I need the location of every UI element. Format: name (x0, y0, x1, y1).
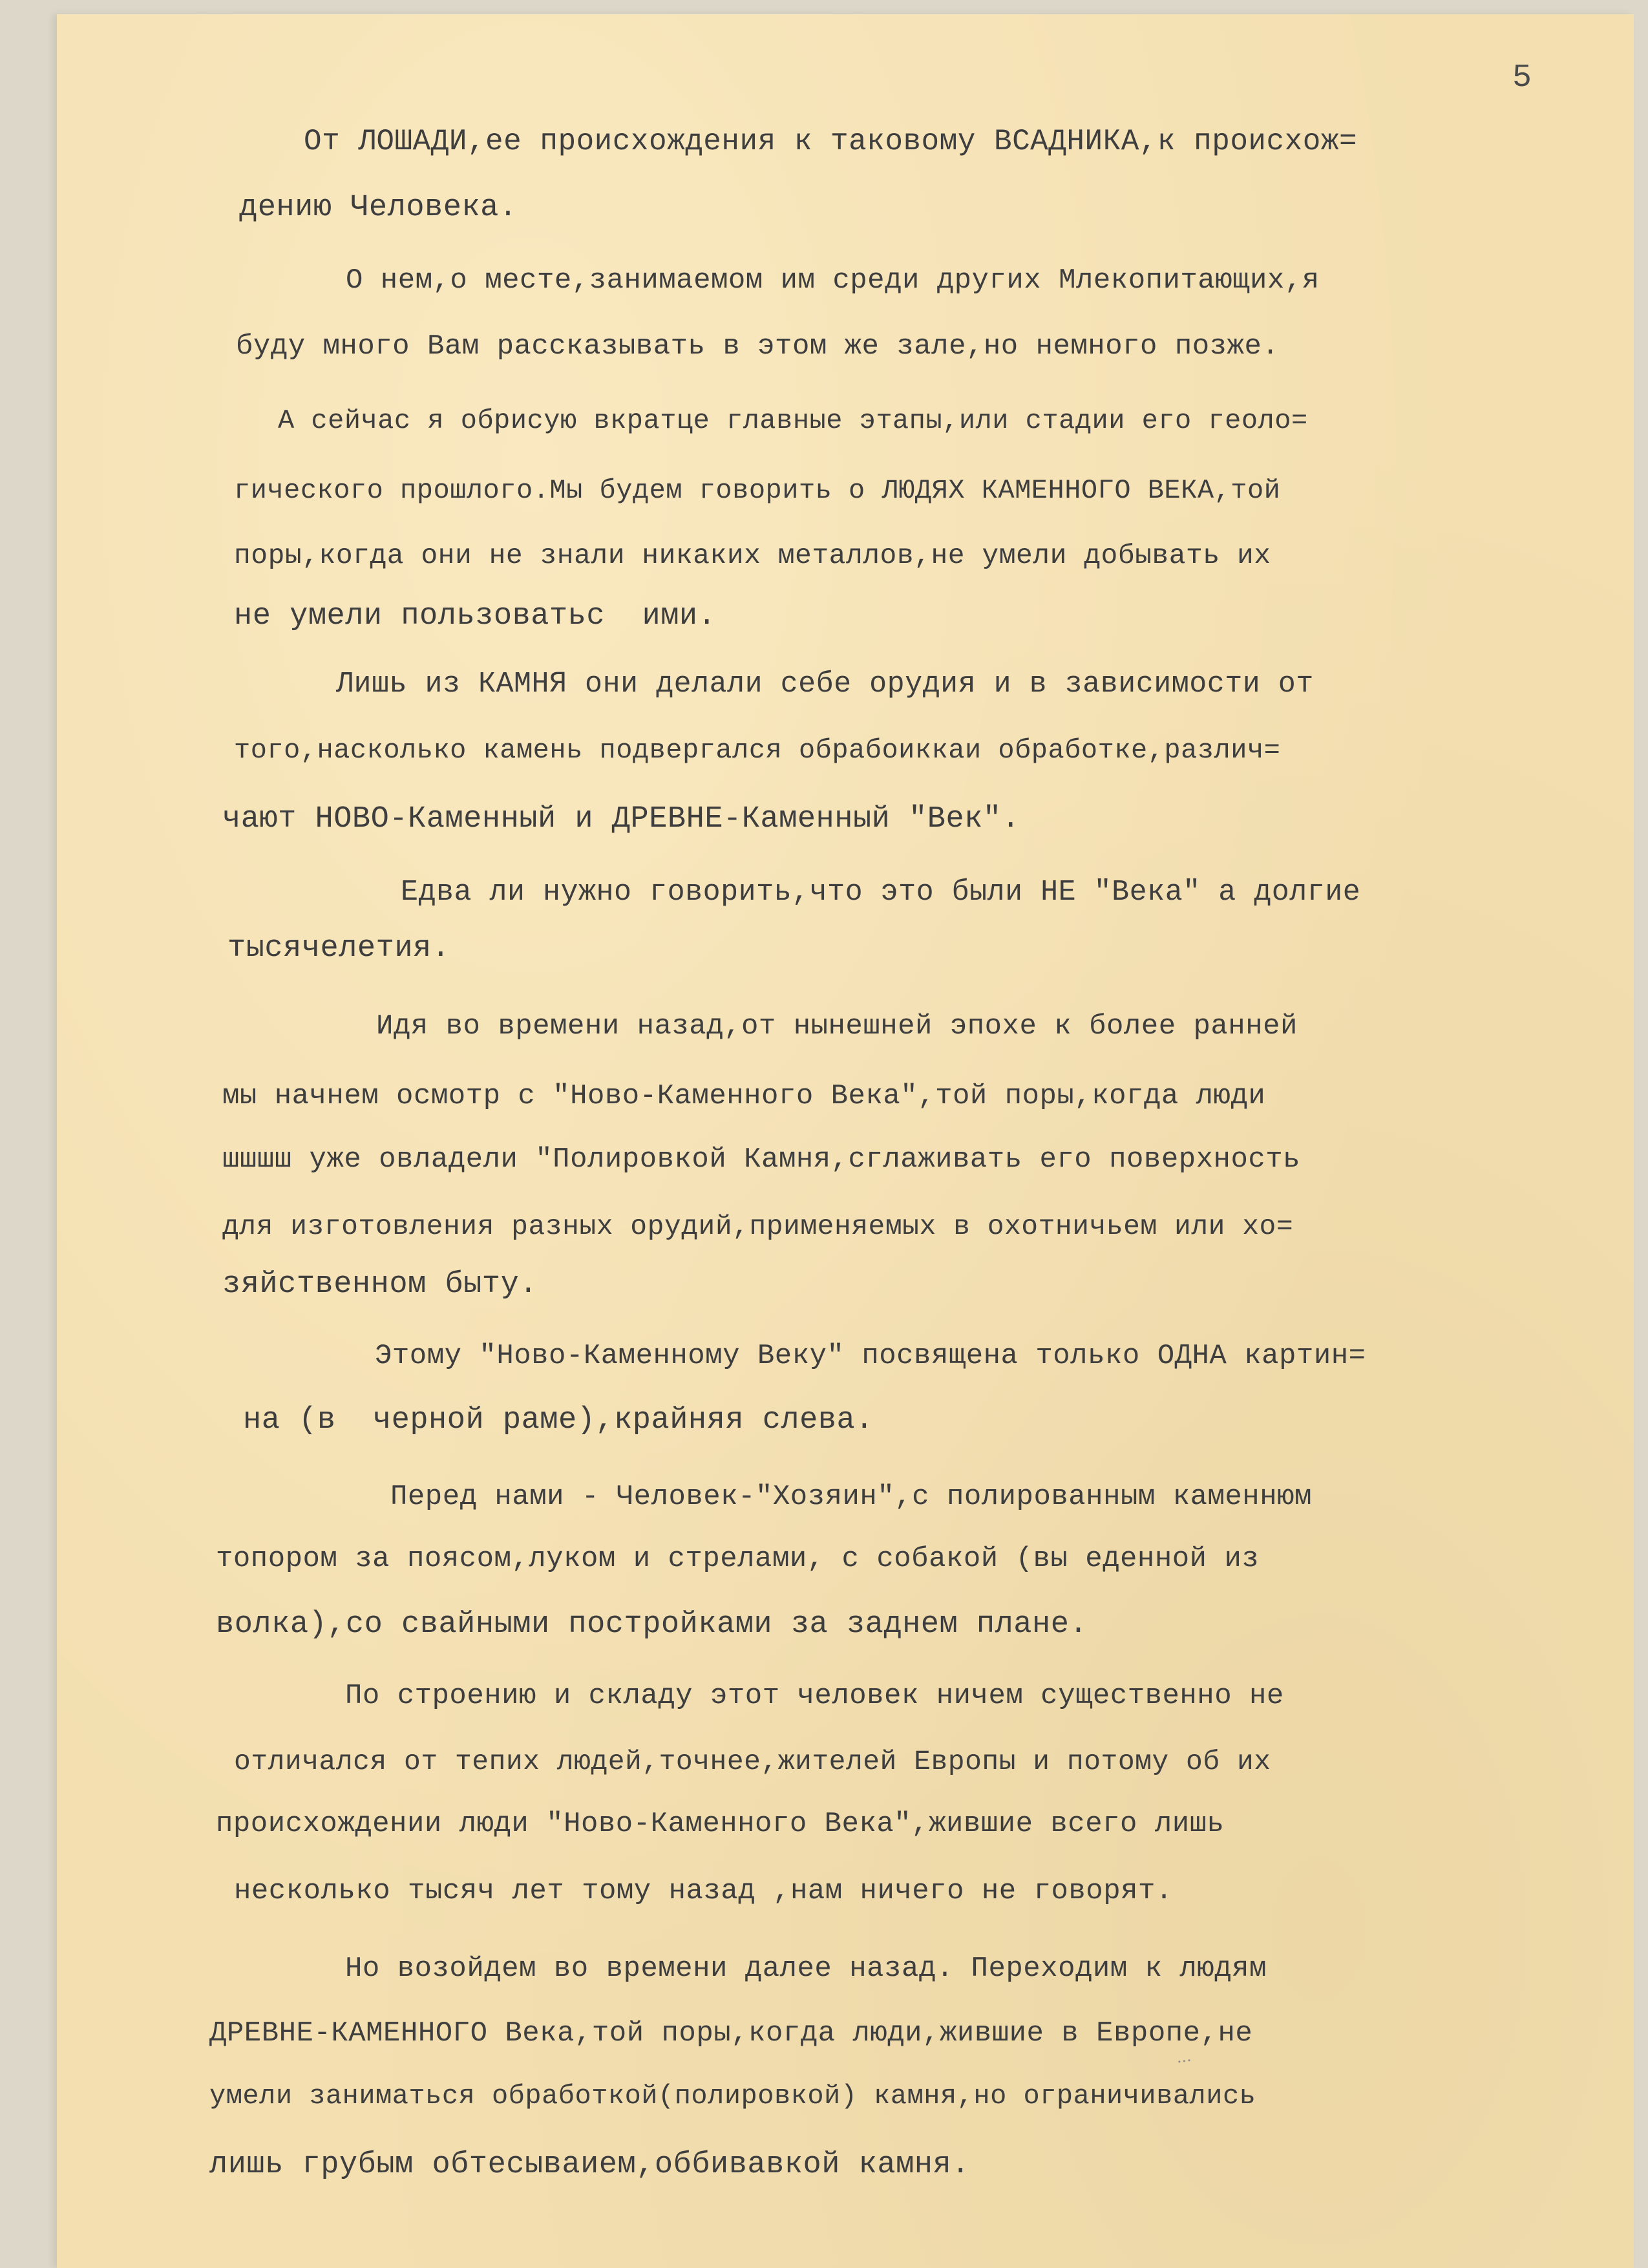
text-line: Идя во времени назад,от нынешней эпохе к более ранней (376, 1010, 1298, 1043)
text-line: буду много Вам рассказывать в этом же зале,но немного позже. (236, 330, 1280, 363)
text-line: умели заниматься обработкой(полировкой) камня,но ограничивались (209, 2081, 1256, 2112)
text-line: чают НОВО-Каменный и ДРЕВНЕ-Каменный "Век". (222, 802, 1020, 836)
handwritten-margin-note: ... (1175, 2046, 1192, 2067)
text-line: поры,когда они не знали никаких металлов,не умели добывать их (234, 540, 1271, 571)
text-line: Едва ли нужно говорить,что это были НЕ "Века" а долгие (401, 876, 1361, 909)
text-line: шшшш уже овладели "Полировкой Камня,сглаживать его поверхность (222, 1143, 1301, 1176)
text-line: не умели пользоватьс ими. (234, 599, 717, 633)
text-line: Этому "Ново-Каменному Веку" посвящена только ОДНА картин= (375, 1340, 1366, 1372)
text-line: Лишь из КАМНЯ они делали себе орудия и в зависимости от (336, 668, 1314, 701)
text-line: А сейчас я обрисую вкратце главные этапы,или стадии его геоло= (278, 405, 1308, 436)
text-line: Перед нами - Человек-"Хозяин",с полированным каменнюм (390, 1481, 1312, 1513)
text-line: дению Человека. (239, 191, 518, 225)
text-line: тысячелетия. (227, 931, 450, 966)
text-line: гического прошлого.Мы будем говорить о ЛЮДЯХ КАМЕННОГО ВЕКА,той (234, 475, 1281, 506)
text-line: того,насколько камень подвергался обрабоиккаи обработке,различ= (234, 735, 1281, 766)
text-line: зяйственном быту. (222, 1267, 538, 1302)
text-line: По строению и складу этот человек ничем существенно не (345, 1680, 1284, 1712)
text-line: О нем,о месте,занимаемом им среди других Млекопитающих,я (346, 264, 1320, 297)
text-line: лишь грубым обтесываием,оббивавкой камня. (209, 2148, 970, 2182)
text-line: для изготовления разных орудий,применяемых в охотничьем или хо= (222, 1211, 1294, 1242)
text-line: ДРЕВНЕ-КАМЕННОГО Века,той поры,когда люди,жившие в Европе,не (209, 2017, 1253, 2050)
text-line: происхождении люди "Ново-Каменного Века",жившие всего лишь (216, 1808, 1225, 1840)
text-line: От ЛОШАДИ,ее происхождения к таковому ВСАДНИКА,к происхож= (304, 125, 1358, 158)
page-number: 5 (1512, 59, 1532, 96)
text-line: несколько тысяч лет тому назад ,нам ничего не говорят. (234, 1875, 1173, 1907)
text-line: Но возойдем во времени далее назад. Переходим к людям (345, 1953, 1267, 1985)
text-line: мы начнем осмотр с "Ново-Каменного Века",той поры,когда люди (222, 1080, 1266, 1112)
text-line: на (в черной раме),крайняя слева. (243, 1403, 874, 1437)
text-line: волка),со свайными постройками за заднем плане. (216, 1607, 1088, 1642)
text-line: топором за поясом,луком и стрелами, с собакой (вы еденной из (216, 1543, 1260, 1575)
text-line: отличался от тепих людей,точнее,жителей Европы и потому об их (234, 1746, 1271, 1777)
